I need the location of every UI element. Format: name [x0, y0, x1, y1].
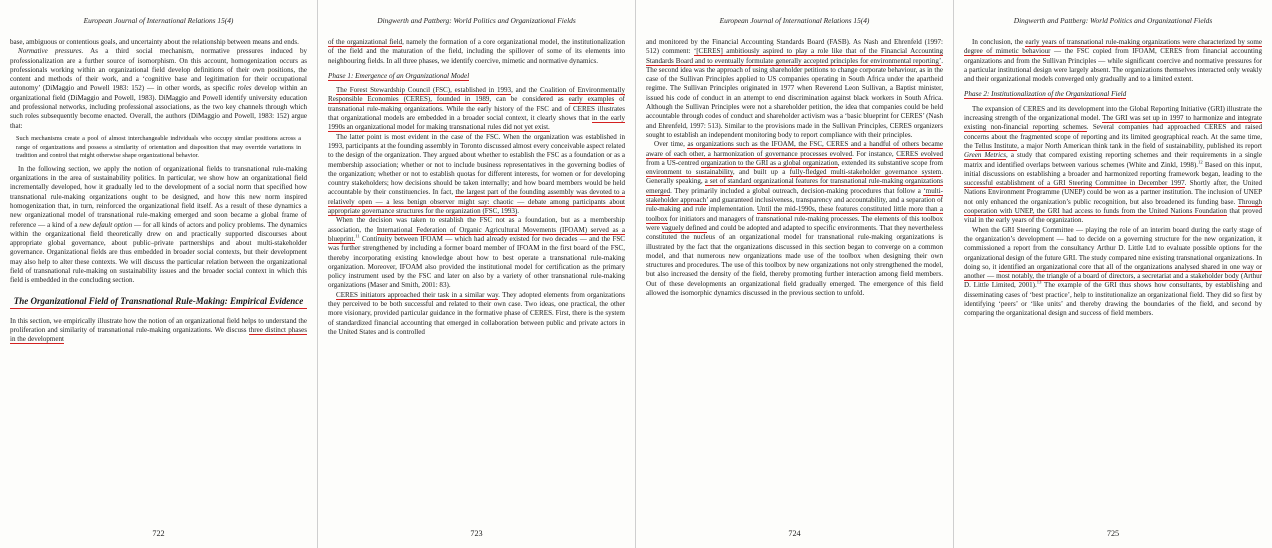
page-body [964, 38, 1262, 319]
paragraph: Over time, as organizations such as the IFOAM, the FSC, CERES and a handful of others became aware of each other, a harmonization of governance processes evolved. For instance, CERES evolved from a US-centred organization to the GRI as a global organization, extended its substantive scope from environment to sustainability, and built up a fully-fledged multi-stakeholder governance system. Generally speaking, a set of standard organizational features for transnational rule-making organizations emerged. They primarily included a global outreach, decision-making procedures that follow a ‘multi-stakeholder approach’ and guaranteed inclusiveness, transparency and accountability, and a separation of rule-making and rule implementation. Until the mid-1990s, these features constituted little more than a toolbox for initiators and managers of transnational rule-making processes. The elements of this toolbox were vaguely defined and could be adopted and adapted to specific environments. That they nevertheless constituted the nucleus of an organizational model for transnational rule-making organizations is illustrated by the fact that the organizations discussed in this section began to converge on a common model, and that numerous new organizations made use of the toolbox when designing their own structures and procedures. The use of this toolbox by new organizations not only strengthened the model, but also increased the density of the field, thereby promoting further interaction among field members. Out of these developments an organizational field gradually emerged. The emergence of this field allowed the isomorphic dynamics discussed in the previous section to unfold. [646, 140, 944, 298]
page-body [646, 38, 943, 298]
highlight-underline: three distinct phases in the development [10, 325, 307, 344]
footnote-ref: 12 [1198, 159, 1203, 165]
footnote-ref: 13 [1036, 280, 1042, 286]
running-head: European Journal of International Relations 15(4) [83, 16, 234, 25]
page-725 [954, 0, 1272, 548]
paragraph: When the GRI Steering Committee — playing the role of an interim board during the early stage of the organization’s development — had to decide on a governing structure for the new organization, it commissioned a report from the consultancy Arthur D. Little Ltd to evaluate possible options for the organizational design of the future GRI. The study compared nine existing transnational organizations. In doing so, it identified an organizational core that all of the organizations analysed shared in one way or another — most notably, the triangle of a board of directors, a secretariat and a stakeholder body (Arthur D. Little Limited, 2001).$^{13}$ The example of the GRI thus shows how consultants, by establishing and disseminating cases of ‘best practice’, help to institutionalize an organizational field. They did so first by identifying ‘peers’ or ‘like units’ and thereby drawing the boundaries of the field, and second by comparing the organizational design and success of field members. [964, 225, 1262, 318]
paragraph: In the following section, we apply the notion of organizational fields to transnational rule-making organizations in the area of sustainability politics. In particular, we show how an organizational field incrementally developed, how it gradually led to the development of a social norm that specified how transnational rule-making organizations ought to be designed, and how this new norm inspired homogenization that, in turn, reinforced the organizational field itself. As a result of these dynamics a new organizational model of transnational rule-making emerged and soon became a global frame of reference — a kind of a new default option — for all kinds of actors and policy problems. The dynamics within the organizational field theoretically drew on and practically supported discourses about appropriate global governance, about public–private partnerships and about multi-stakeholder governance. Organizational fields are thus embedded in broader social contexts, but their development may also help to alter these contexts. We will discuss the particular relation between the organizational field of transnational rule-making on sustainability issues and the broader social context in which this field is embedded in the concluding section. [10, 164, 307, 285]
page-722 [0, 0, 318, 548]
paragraph: and monitored by the Financial Accounting Standards Board (FASB). As Nash and Ehrenfeld (1997: 512) comment: ‘[CERES] ambitiously aspired to play a role like that of the Financial Accounting Standards Board and to eventually formulate generally accepted principles for environmental reporting’. The second idea was the approach of using shareholder petitions to change corporate behaviour, as in the case of the Sullivan Principles applied to US companies operating in South Africa under the apartheid regime. The Sullivan Principles originated in 1977 when Reverend Leon Sullivan, a Baptist minister, issued his code of conduct in an attempt to end discrimination against black workers in South Africa. Although the Sullivan Principles were not a shareholder petition, the idea that companies could be held accountable through codes of conduct and shareholder activism was a ‘basic blueprint for CERES’ (Nash and Ehrenfeld, 1997: 513). Similar to the provisions made in the Sullivan Principles, CERES organizers sought to establish an independent monitoring body to report compliance with their principles. [646, 38, 943, 139]
page-number: 724 [788, 529, 801, 538]
running-head: Dingwerth and Pattberg: World Politics and Organizational Fields [1013, 16, 1213, 25]
paragraph: of the organizational field, namely the formation of a core organizational model, the institutionalization of the field and the maturation of the field, including the spillover of some of its elements into neighbouring fields. In all three phases, we identify coercive, mimetic and normative dynamics. [328, 38, 625, 65]
highlight-underline: of the organizational field [328, 38, 403, 46]
paragraph: The expansion of CERES and its development into the Global Reporting Initiative (GRI) illustrate the increasing strength of the organizational model. The GRI was set up in 1997 to harmonize and integrate existing non-financial reporting schemes. Several companies had approached CERES and raised concerns about the fragmented scope of reporting and its limited geographical reach. At the same time, the Tellus Institute, a major North American think tank in the field of sustainability, published its report Green Metrics, a study that compared existing reporting schemes and their requirements in a single matrix and identified overlaps between various schemes (White and Zinkl, 1998).$^{12}$ Based on this input, initial discussions on establishing a broader and harmonized reporting framework began, leading to the successful establishment of a GRI Steering Committee in December 1997. Shortly after, the United Nations Environment Programme (UNEP) could be won as a partner institution. The inclusion of UNEP not only enhanced the organization’s public recognition, but also broadened its funding base. Through cooperation with UNEP, the GRI had access to funds from the United Nations Foundation that proved vital in the early years of the organization. [964, 104, 1263, 225]
section-heading: The Organizational Field of Transnational Rule-Making: Empirical Evidence [10, 296, 307, 309]
page-number: 723 [470, 529, 483, 538]
page-723 [318, 0, 636, 548]
paragraph: In this section, we empirically illustrate how the notion of an organizational field helps to understand the proliferation and similarity of transnational rule-making organizations. We discuss three distinct phases in the development [10, 316, 307, 344]
block-quote: Such mechanisms create a pool of almost interchangeable individuals who occupy similar positions across a range of organizations and possess a similarity of orientation and disposition that may override variations in tradition and control that might otherwise shape organizational behavior. [16, 134, 301, 160]
paragraph: Normative pressures. As a third social mechanism, normative pressures induced by professionalization are a further source of isomorphism. On this account, homogenization occurs as professionals working within an organizational field develop definitions of their own positions, the content and methods of their work, and a ‘cognitive base and legitimation for their occupational autonomy’ (DiMaggio and Powell 1983: 152) — in other words, as specific roles develop within an organizational field (DiMaggio and Powell, 1983). DiMaggio and Powell identify university education and professional networks, including professional associations, as the two key channels through which such roles subsequently become enacted. Overall, the authors (DiMaggio and Powell, 1983: 152) argue that: [10, 47, 307, 130]
phase-heading: Phase 1: Emergence of an Organizational Model [328, 71, 470, 80]
paragraph: base, ambiguous or contentious goals, and uncertainty about the relationship between means and ends. [10, 38, 299, 46]
paragraph: In conclusion, the early years of transnational rule-making organizations were characterized by some degree of mimetic behaviour — the FSC copied from IFOAM, CERES from financial accounting organizations and from the Sullivan Principles — while significant coercive and normative pressures for a particular institutional design were largely absent. The organizations themselves interacted only weakly and their organizational models converged only gradually and to a limited extent. [964, 38, 1263, 84]
paragraph: When the decision was taken to establish the FSC not as a foundation, but as a membership association, the International Federation of Organic Agricultural Movements (IFOAM) served as a blueprint.$^{11}$ Continuity between IFOAM — which had already existed for two decades — and the FSC was further strengthened by including a former board member of IFOAM in the first board of the FSC, thereby incorporating existing knowledge about how to best operate a transnational rule-making organization. Moreover, IFOAM also provided the institutional model for certification as the primary policy instrument used by the FSC and later on also by a variety of other transnational rule-making organizations (Maser and Smith, 2001: 83). [328, 216, 625, 290]
footnote-ref: 11 [355, 233, 360, 239]
page-body [328, 38, 625, 337]
running-head: European Journal of International Relations 15(4) [719, 16, 870, 25]
paragraph: The latter point is most evident in the case of the FSC. When the organization was established in 1993, participants at the founding assembly in Toronto discussed almost every conceivable aspect related to the design of the organization. They argued about whether to establish the FSC as a foundation or as a membership association; whether or not to include business representatives in the governing bodies of the organization; whether or not to establish quotas for different interests, for women or for developing country stakeholders; how decisions should be taken internally; and how board members would be held accountable by their constituencies. In fact, the largest part of the founding assembly was devoted to a relatively open — a less benign observer might say: chaotic — debate among participants about appropriate governance structures for the organization (FSC, 1993). [328, 132, 625, 216]
page-number: 722 [152, 529, 165, 538]
running-head: Dingwerth and Pattberg: World Politics and Organizational Fields [377, 16, 576, 25]
page-number: 725 [1106, 529, 1120, 538]
phase-heading: Phase 2: Institutionalization of the Organizational Field [964, 90, 1127, 99]
paragraph: CERES initiators approached their task in a similar way. They adopted elements from organizations they perceived to be both successful and related to their own case. Two ideas, one practical, the other more visionary, provided particular guidance in the formative phase of CERES. First, there is the system of standardized financial accounting that emerged in collaboration between public and private actors in the United States and is controlled [328, 290, 626, 336]
page-body [10, 38, 307, 345]
paragraph: The Forest Stewardship Council (FSC), established in 1993, and the Coalition of Environmentally Responsible Economies (CERES), founded in 1989, can be considered as early examples of transnational rule-making organizations. While the early history of the FSC and of CERES illustrates that organizational models are embedded in a broader social context, it clearly shows that in the early 1990s an organizational model for making transnational rules did not yet exist. [328, 86, 625, 132]
page-724 [636, 0, 954, 548]
